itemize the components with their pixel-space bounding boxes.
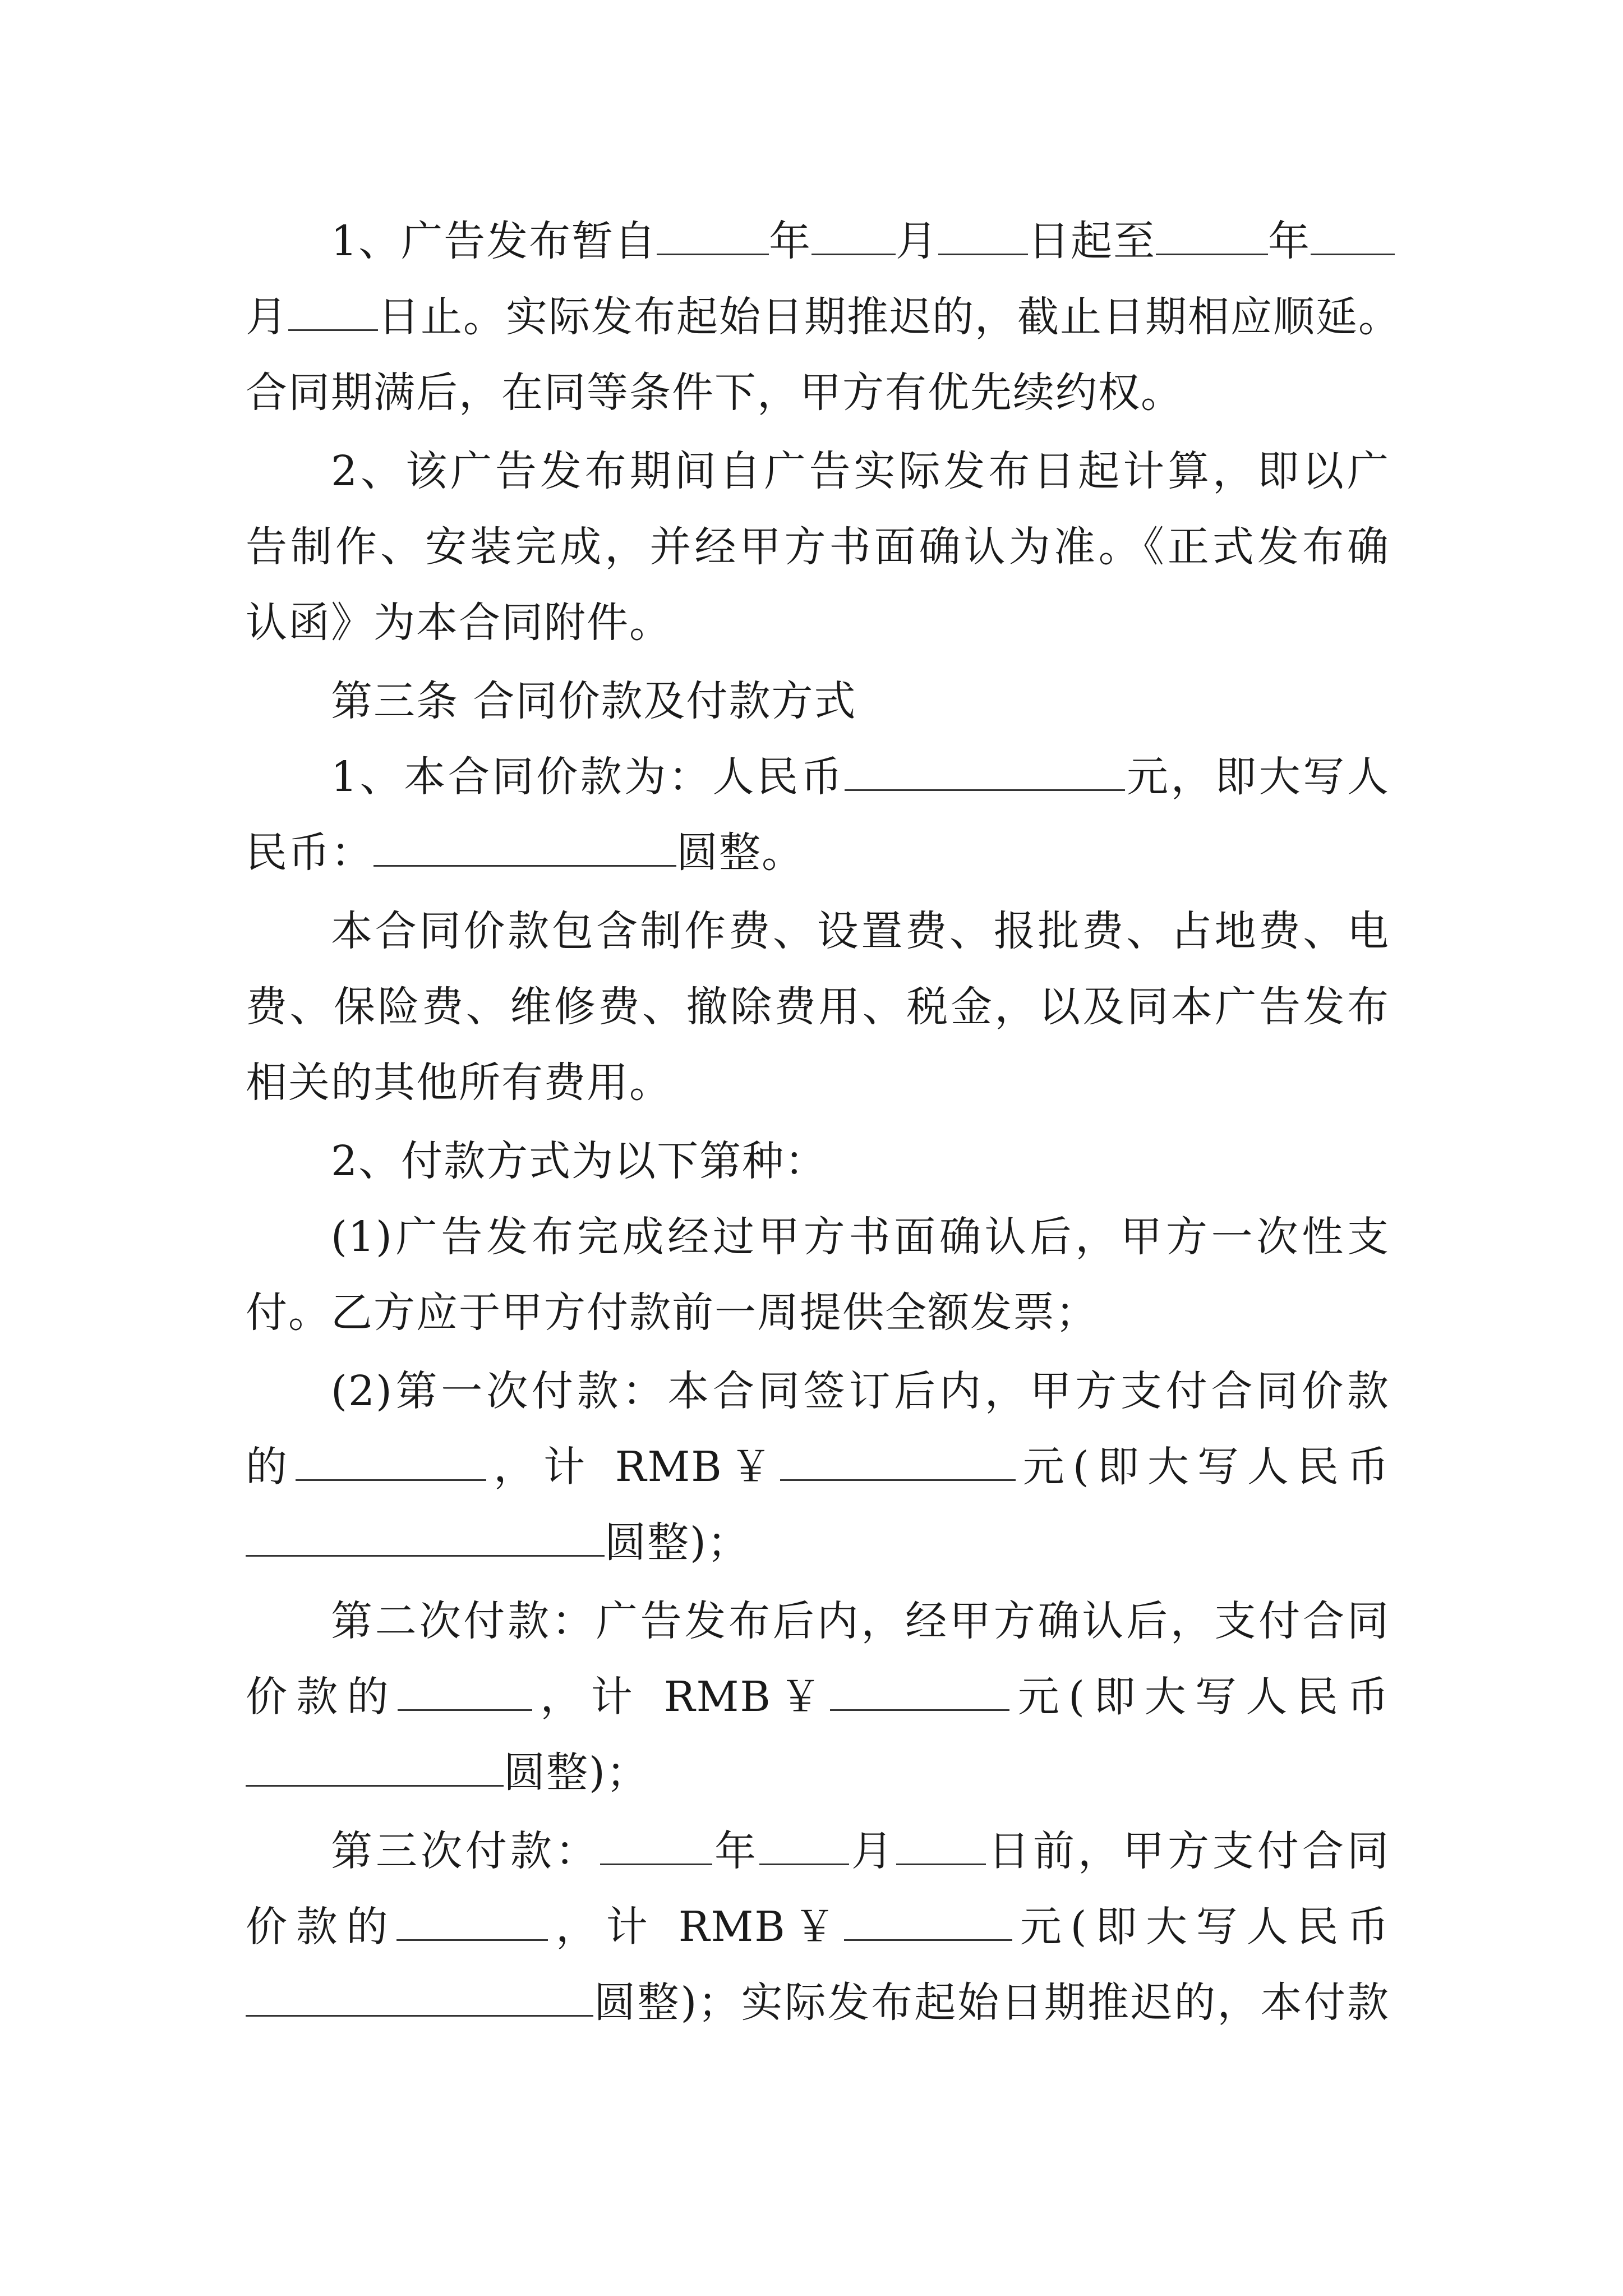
first-payment-line-1: (2)第一次付款：本合同签订后内，甲方支付合同价款 (331, 1367, 1390, 1415)
blank-third-year[interactable] (600, 1826, 712, 1865)
text-segment: 日前，甲方支付合同 (986, 1827, 1390, 1875)
text-segment: 圆整。 (676, 829, 804, 877)
price-line-2 (246, 822, 1390, 884)
text-segment: 元(即大写人民币 (1015, 1443, 1390, 1491)
blank-third-month[interactable] (759, 1826, 849, 1865)
publish-period-line-1: 2、该广告发布期间自广告实际发布日起计算，即以广 (331, 447, 1390, 495)
publish-period-line-3: 认函》为本合同附件。 (246, 599, 672, 647)
text-segment: 1、广告发布暂自 (331, 217, 657, 265)
blank-second-amount[interactable] (830, 1672, 1009, 1711)
date-range-line-1 (331, 210, 1390, 272)
text-segment: ，计 RMB￥ (548, 1903, 845, 1951)
text-segment: 年 (769, 217, 812, 265)
price-includes-line-2: 费、保险费、维修费、撤除费用、税金，以及同本广告发布 (246, 983, 1390, 1031)
blank-start-year[interactable] (657, 217, 769, 255)
first-payment-line-3 (246, 1512, 1390, 1573)
text-segment: 年 (712, 1827, 759, 1875)
blank-third-amount[interactable] (844, 1902, 1012, 1941)
payment-option-1-line-2: 付。乙方应于甲方付款前一周提供全额发票； (246, 1289, 1098, 1337)
text-segment: 圆整)； (504, 1749, 649, 1797)
article-heading: 第三条 合同价款及付款方式 (331, 677, 857, 725)
blank-end-day[interactable] (288, 292, 378, 331)
blank-first-amount[interactable] (780, 1442, 1016, 1481)
third-payment-line-2 (246, 1896, 1390, 1958)
blank-price-amount[interactable] (845, 752, 1125, 791)
text-segment: 的 (246, 1443, 296, 1491)
second-payment-line-1: 第二次付款：广告发布后内，经甲方确认后，支付合同 (331, 1597, 1390, 1645)
third-payment-line-1 (331, 1820, 1390, 1882)
text-segment: 价款的 (246, 1673, 398, 1721)
date-range-line-2 (246, 286, 1401, 348)
price-line-1 (331, 746, 1390, 808)
blank-first-uppercase[interactable] (246, 1518, 605, 1557)
blank-end-year[interactable] (1156, 217, 1268, 255)
text-segment: 日止。实际发布起始日期推迟的，截止日期相应顺延。 (378, 293, 1401, 341)
blank-third-uppercase[interactable] (246, 1978, 593, 2017)
payment-option-1-line-1: (1)广告发布完成经过甲方书面确认后，甲方一次性支 (331, 1213, 1390, 1261)
text-segment: 日起至 (1028, 217, 1156, 265)
second-payment-line-3 (246, 1742, 1390, 1803)
text-segment: 第三次付款： (331, 1827, 600, 1875)
text-segment: 圆整)； (605, 1519, 750, 1567)
blank-second-uppercase[interactable] (246, 1748, 504, 1787)
renewal-clause: 合同期满后，在同等条件下，甲方有优先续约权。 (246, 369, 1183, 417)
text-segment: 元(即大写人民币 (1012, 1903, 1390, 1951)
price-includes-line-3: 相关的其他所有费用。 (246, 1059, 672, 1107)
text-segment: 民币： (246, 829, 374, 877)
text-segment: 月 (246, 293, 288, 341)
first-payment-line-2 (246, 1436, 1390, 1498)
text-segment: 价款的 (246, 1903, 397, 1951)
blank-end-month[interactable] (1311, 217, 1395, 255)
text-segment: 圆整)；实际发布起始日期推迟的，本付款 (593, 1978, 1390, 2027)
second-payment-line-2 (246, 1666, 1390, 1728)
text-segment: 月 (896, 217, 939, 265)
price-includes-line-1: 本合同价款包含制作费、设置费、报批费、占地费、电 (331, 907, 1390, 955)
text-segment: 元，即大写人 (1125, 753, 1390, 801)
text-segment: 年 (1268, 217, 1311, 265)
blank-second-percent[interactable] (398, 1672, 532, 1711)
text-segment: 月 (849, 1827, 896, 1875)
blank-first-percent[interactable] (296, 1442, 486, 1481)
third-payment-line-3 (246, 1972, 1390, 2033)
text-segment: ，计 RMB￥ (532, 1673, 831, 1721)
blank-third-percent[interactable] (396, 1902, 548, 1941)
text-segment: 元(即大写人民币 (1009, 1673, 1390, 1721)
text-segment: 1、本合同价款为：人民币 (331, 753, 845, 801)
blank-third-day[interactable] (896, 1826, 986, 1865)
payment-method-title: 2、付款方式为以下第种： (331, 1137, 828, 1185)
blank-start-month[interactable] (811, 217, 896, 255)
blank-start-day[interactable] (938, 217, 1028, 255)
publish-period-line-2: 告制作、安装完成，并经甲方书面确认为准。《正式发布确 (246, 523, 1390, 571)
blank-price-uppercase[interactable] (374, 828, 676, 867)
text-segment: ，计 RMB￥ (486, 1443, 780, 1491)
